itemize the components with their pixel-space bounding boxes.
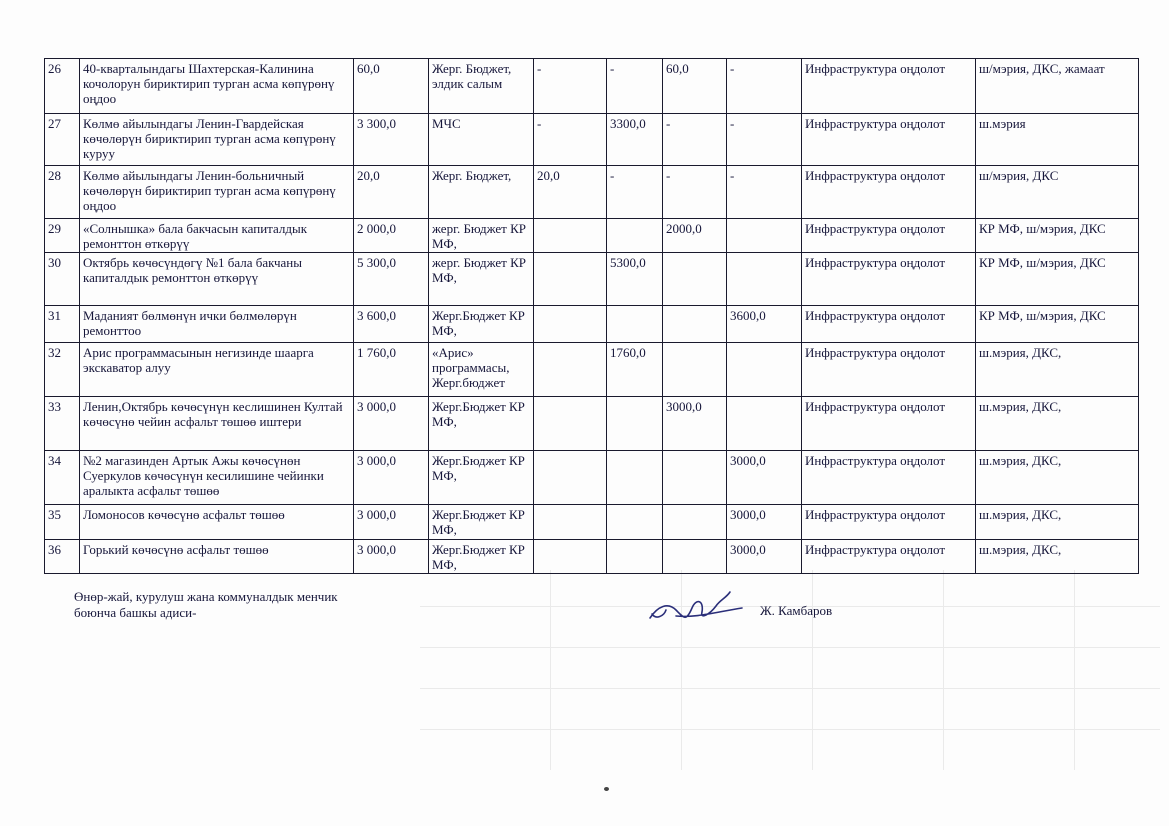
funding-source: жерг. Бюджет КР МФ, — [429, 219, 534, 253]
faded-background-table — [420, 570, 1160, 770]
table-row — [45, 540, 1139, 574]
handwritten-signature — [646, 588, 746, 628]
year-2-amount — [607, 451, 663, 505]
project-name: 40-кварталындагы Шахтерская-Калинина кочолорун бириктирип турган асма көпүрөнү оңдоо — [80, 59, 354, 114]
row-number: 34 — [45, 451, 80, 505]
responsible-party: КР МФ, ш/мэрия, ДКС — [976, 253, 1139, 306]
funding-source: Жерг. Бюджет, элдик салым — [429, 59, 534, 114]
year-4-amount: - — [727, 114, 802, 166]
year-1-amount — [534, 451, 607, 505]
expected-result: Инфраструктура оңдолот — [802, 306, 976, 343]
project-name: Октябрь көчөсүндөгү №1 бала бакчаны капиталдык ремонттон өткөрүү — [80, 253, 354, 306]
year-1-amount: - — [534, 114, 607, 166]
expected-result: Инфраструктура оңдолот — [802, 505, 976, 540]
project-name: Маданият бөлмөнүн ички бөлмөлөрүн ремонттоо — [80, 306, 354, 343]
funding-source: МЧС — [429, 114, 534, 166]
table-row — [45, 219, 1139, 253]
year-2-amount — [607, 540, 663, 574]
year-2-amount — [607, 306, 663, 343]
year-1-amount — [534, 343, 607, 397]
row-number: 26 — [45, 59, 80, 114]
responsible-party: КР МФ, ш/мэрия, ДКС — [976, 306, 1139, 343]
table-row — [45, 306, 1139, 343]
funding-source: Жерг.Бюджет КР МФ, — [429, 397, 534, 451]
year-1-amount: - — [534, 59, 607, 114]
project-name: №2 магазинден Артык Ажы көчөсүнөн Суеркулов көчөсүнүн кесилишине чейинки аралыкта асфальт төшөө — [80, 451, 354, 505]
funding-source: Жерг.Бюджет КР МФ, — [429, 505, 534, 540]
year-1-amount — [534, 219, 607, 253]
project-amount: 60,0 — [354, 59, 429, 114]
year-4-amount: 3000,0 — [727, 505, 802, 540]
year-2-amount: 1760,0 — [607, 343, 663, 397]
year-1-amount — [534, 505, 607, 540]
responsible-party: ш.мэрия — [976, 114, 1139, 166]
year-4-amount: 3000,0 — [727, 451, 802, 505]
year-4-amount — [727, 253, 802, 306]
row-number: 30 — [45, 253, 80, 306]
project-amount: 2 000,0 — [354, 219, 429, 253]
row-number: 33 — [45, 397, 80, 451]
year-4-amount: - — [727, 166, 802, 219]
funding-source: Жерг. Бюджет, — [429, 166, 534, 219]
year-4-amount: 3000,0 — [727, 540, 802, 574]
project-name: Көлмө айылындагы Ленин-Гвардейская көчөлөрүн бириктирип турган асма көпүрөнү куруу — [80, 114, 354, 166]
table-row — [45, 343, 1139, 397]
year-3-amount — [663, 306, 727, 343]
year-3-amount: - — [663, 166, 727, 219]
expected-result: Инфраструктура оңдолот — [802, 114, 976, 166]
row-number: 27 — [45, 114, 80, 166]
year-4-amount — [727, 397, 802, 451]
year-3-amount: 2000,0 — [663, 219, 727, 253]
project-amount: 3 000,0 — [354, 451, 429, 505]
responsible-party: ш.мэрия, ДКС, — [976, 505, 1139, 540]
year-2-amount — [607, 505, 663, 540]
year-3-amount — [663, 253, 727, 306]
project-name: «Солнышка» бала бакчасын капиталдык ремонттон өткөрүү — [80, 219, 354, 253]
responsible-party: КР МФ, ш/мэрия, ДКС — [976, 219, 1139, 253]
responsible-party: ш.мэрия, ДКС, — [976, 343, 1139, 397]
funding-source: Жерг.Бюджет КР МФ, — [429, 306, 534, 343]
expected-result: Инфраструктура оңдолот — [802, 59, 976, 114]
expected-result: Инфраструктура оңдолот — [802, 540, 976, 574]
table-row — [45, 253, 1139, 306]
row-number: 36 — [45, 540, 80, 574]
project-amount: 3 000,0 — [354, 397, 429, 451]
year-4-amount: - — [727, 59, 802, 114]
funding-source: жерг. Бюджет КР МФ, — [429, 253, 534, 306]
table-row — [45, 59, 1139, 114]
row-number: 31 — [45, 306, 80, 343]
signer-position: Өнөр-жай, курулуш жана коммуналдык менчик боюнча башкы адиси- — [74, 589, 338, 620]
year-3-amount: 60,0 — [663, 59, 727, 114]
table-row — [45, 505, 1139, 540]
year-1-amount — [534, 540, 607, 574]
signer-name: Ж. Камбаров — [760, 603, 833, 618]
year-1-amount — [534, 306, 607, 343]
year-3-amount — [663, 505, 727, 540]
year-2-amount: 5300,0 — [607, 253, 663, 306]
expected-result: Инфраструктура оңдолот — [802, 219, 976, 253]
project-name: Көлмө айылындагы Ленин-больничный көчөлөрүн бириктирип турган асма көпүрөнү оңдоо — [80, 166, 354, 219]
year-1-amount: 20,0 — [534, 166, 607, 219]
expected-result: Инфраструктура оңдолот — [802, 253, 976, 306]
responsible-party: ш/мэрия, ДКС, жамаат — [976, 59, 1139, 114]
table-row — [45, 166, 1139, 219]
project-amount: 20,0 — [354, 166, 429, 219]
stray-mark — [604, 787, 609, 791]
year-2-amount: 3300,0 — [607, 114, 663, 166]
responsible-party: ш.мэрия, ДКС, — [976, 451, 1139, 505]
row-number: 35 — [45, 505, 80, 540]
expected-result: Инфраструктура оңдолот — [802, 451, 976, 505]
year-2-amount — [607, 397, 663, 451]
year-4-amount — [727, 343, 802, 397]
year-2-amount: - — [607, 59, 663, 114]
year-2-amount — [607, 219, 663, 253]
table-row — [45, 114, 1139, 166]
year-3-amount: - — [663, 114, 727, 166]
funding-source: Жерг.Бюджет КР МФ, — [429, 540, 534, 574]
year-3-amount: 3000,0 — [663, 397, 727, 451]
project-name: Арис программасынын негизинде шаарга экскаватор алуу — [80, 343, 354, 397]
responsible-party: ш.мэрия, ДКС, — [976, 540, 1139, 574]
project-amount: 3 600,0 — [354, 306, 429, 343]
expected-result: Инфраструктура оңдолот — [802, 166, 976, 219]
project-table — [44, 58, 1139, 574]
project-table-body — [45, 59, 1139, 574]
row-number: 28 — [45, 166, 80, 219]
project-amount: 1 760,0 — [354, 343, 429, 397]
table-row — [45, 451, 1139, 505]
responsible-party: ш/мэрия, ДКС — [976, 166, 1139, 219]
project-name: Горький көчөсүнө асфальт төшөө — [80, 540, 354, 574]
year-3-amount — [663, 343, 727, 397]
project-amount: 3 000,0 — [354, 505, 429, 540]
year-3-amount — [663, 451, 727, 505]
project-amount: 5 300,0 — [354, 253, 429, 306]
expected-result: Инфраструктура оңдолот — [802, 397, 976, 451]
project-amount: 3 000,0 — [354, 540, 429, 574]
project-name: Ленин,Октябрь көчөсүнүн кеслишинен Култай көчөсүнө чейин асфальт төшөө иштери — [80, 397, 354, 451]
year-4-amount — [727, 219, 802, 253]
year-3-amount — [663, 540, 727, 574]
year-1-amount — [534, 397, 607, 451]
year-4-amount: 3600,0 — [727, 306, 802, 343]
funding-source: Жерг.Бюджет КР МФ, — [429, 451, 534, 505]
expected-result: Инфраструктура оңдолот — [802, 343, 976, 397]
project-name: Ломоносов көчөсүнө асфальт төшөө — [80, 505, 354, 540]
row-number: 32 — [45, 343, 80, 397]
signature-stroke — [650, 592, 742, 618]
project-amount: 3 300,0 — [354, 114, 429, 166]
funding-source: «Арис» программасы, Жерг.бюджет — [429, 343, 534, 397]
year-1-amount — [534, 253, 607, 306]
table-row — [45, 397, 1139, 451]
row-number: 29 — [45, 219, 80, 253]
responsible-party: ш.мэрия, ДКС, — [976, 397, 1139, 451]
year-2-amount: - — [607, 166, 663, 219]
